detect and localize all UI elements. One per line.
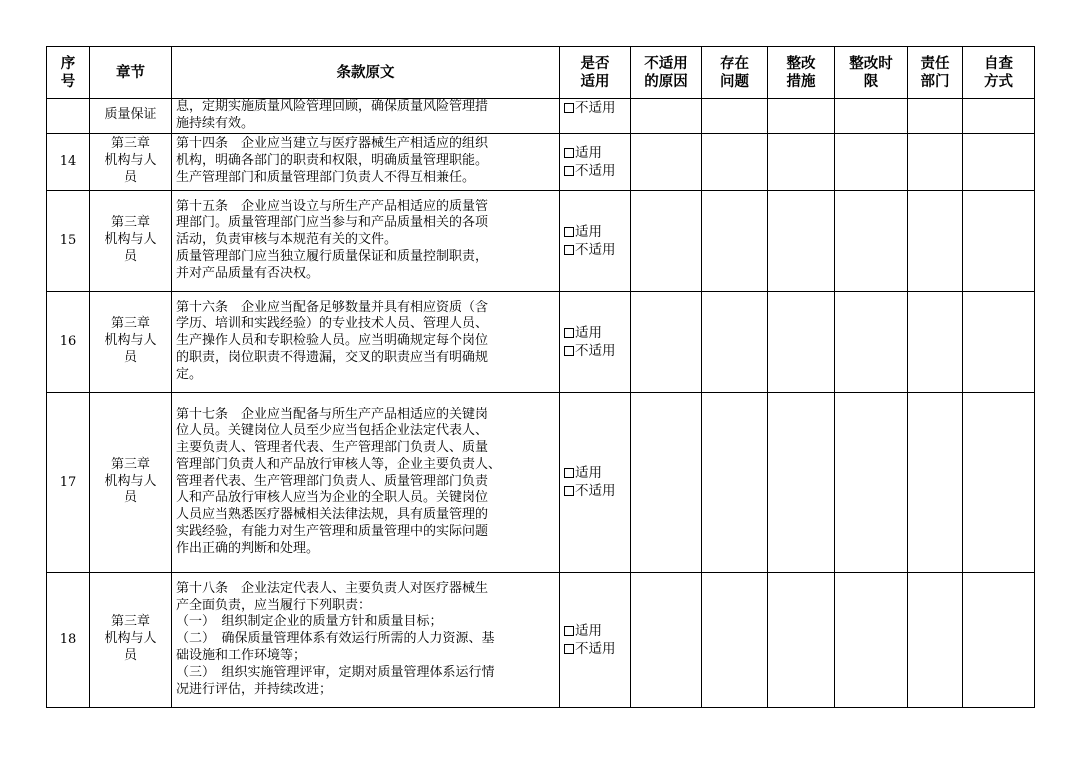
clause-line: 实践经验，有能力对生产管理和质量管理中的实际问题 [176,524,489,540]
row-dept[interactable] [908,291,963,392]
chapter-line: 质量保证 [104,107,157,123]
row-clause-text [172,572,560,707]
table-row [47,572,1035,707]
table-row [47,99,1035,134]
row-issues[interactable] [702,392,768,572]
clause-line: 管理部门负责人和产品放行审核人等，企业主要负责人、 [176,456,502,472]
header-measures: 整改 措施 [768,47,835,99]
row-seq: 18 [47,572,90,707]
clause-line: 第十八条 企业法定代表人、主要负责人对医疗器械生 [176,580,489,596]
option-label: 不适用 [575,640,616,657]
chapter-line: 员 [123,490,137,506]
header-method: 自查 方式 [963,47,1035,99]
checkbox-icon[interactable] [564,346,574,356]
chapter-line: 第三章 [110,136,150,152]
row-seq: 16 [47,291,90,392]
row-applicable [560,133,631,190]
header-row [47,47,1035,99]
clause-line: 生产操作人员和专职检验人员。应当明确规定每个岗位 [176,333,489,349]
clause-line: 人员应当熟悉医疗器械相关法律法规，具有质量管理的 [176,507,489,523]
table-header [47,47,1035,99]
table-row [47,392,1035,572]
row-na-reason[interactable] [631,291,702,392]
clause-line: （二） 确保质量管理体系有效运行所需的人力资源、基 [176,631,495,647]
option-applicable[interactable] [564,144,626,162]
header-chapter: 章节 [90,47,172,99]
clause-line: 第十五条 企业应当设立与所生产产品相适应的质量管 [176,198,489,214]
clause-line: 第十六条 企业应当配备足够数量并具有相应资质（含 [176,299,489,315]
row-applicable [560,190,631,291]
clause-line: （一） 组织制定企业的质量方针和质量目标； [176,614,443,630]
clause-line: 位人员。关键岗位人员至少应当包括企业法定代表人、 [176,423,489,439]
clause-line: 施持续有效。 [176,115,255,131]
option-label: 适用 [575,223,602,240]
chapter-line: 第三章 [110,614,150,630]
option-label: 适用 [575,465,602,482]
chapter-line: 机构与人 [104,333,157,349]
row-seq: 17 [47,392,90,572]
checkbox-icon[interactable] [564,166,574,176]
row-clause-text [172,291,560,392]
row-issues[interactable] [702,190,768,291]
option-label: 不适用 [575,162,616,179]
row-dept[interactable] [908,572,963,707]
checkbox-icon[interactable] [564,644,574,654]
row-na-reason[interactable] [631,133,702,190]
row-method[interactable] [963,133,1035,190]
row-deadline[interactable] [835,190,908,291]
row-chapter [90,392,172,572]
row-method[interactable] [963,392,1035,572]
option-label: 不适用 [575,483,616,500]
option-not-applicable[interactable] [564,482,626,500]
chapter-line: 员 [123,169,137,185]
row-issues[interactable] [702,291,768,392]
row-measures[interactable] [768,392,835,572]
clause-line: 的职责，岗位职责不得遗漏，交叉的职责应当有明确规 [176,349,489,365]
clause-line: 况进行评估，并持续改进； [176,681,333,697]
option-not-applicable[interactable] [564,241,626,259]
header-deadline: 整改时 限 [835,47,908,99]
row-na-reason[interactable] [631,572,702,707]
option-label: 不适用 [575,100,616,116]
row-issues[interactable] [702,572,768,707]
row-deadline[interactable] [835,572,908,707]
header-seq: 序 号 [47,47,90,99]
row-method[interactable] [963,99,1035,134]
clause-line: 活动，负责审核与本规范有关的文件。 [176,232,398,248]
chapter-line: 员 [123,647,137,663]
clause-line: 并对产品质量有否决权。 [176,265,320,281]
chapter-line: 第三章 [110,456,150,472]
header-applicable: 是否 适用 [560,47,631,99]
clause-line: 理部门。质量管理部门应当参与和产品质量相关的各项 [176,215,489,231]
row-issues[interactable] [702,133,768,190]
clause-line: 础设施和工作环境等； [176,647,307,663]
option-label: 适用 [575,622,602,639]
checkbox-icon[interactable] [564,626,574,636]
row-na-reason[interactable] [631,392,702,572]
row-issues[interactable] [702,99,768,134]
clause-line: 产全面负责，应当履行下列职责： [176,597,372,613]
chapter-line: 第三章 [110,215,150,231]
row-measures[interactable] [768,291,835,392]
checkbox-icon[interactable] [564,227,574,237]
row-clause-text [172,133,560,190]
header-dept: 责任 部门 [908,47,963,99]
option-label: 不适用 [575,342,616,359]
row-chapter [90,99,172,134]
checkbox-icon[interactable] [564,486,574,496]
chapter-line: 机构与人 [104,232,157,248]
row-applicable [560,392,631,572]
row-applicable [560,99,631,134]
checkbox-icon[interactable] [564,245,574,255]
chapter-line: 员 [123,248,137,264]
row-dept[interactable] [908,99,963,134]
header-na-reason: 不适用 的原因 [631,47,702,99]
row-applicable [560,572,631,707]
row-chapter [90,572,172,707]
checkbox-icon[interactable] [564,103,574,113]
row-method[interactable] [963,291,1035,392]
option-label: 适用 [575,144,602,161]
clause-line: 机构，明确各部门的职责和权限，明确质量管理职能。 [176,153,489,169]
option-applicable[interactable] [564,223,626,241]
option-applicable[interactable] [564,622,626,640]
option-applicable[interactable] [564,464,626,482]
row-clause-text [172,190,560,291]
clause-line: 主要负责人、管理者代表、生产管理部门负责人、质量 [176,440,489,456]
row-dept[interactable] [908,392,963,572]
header-clause: 条款原文 [172,47,560,99]
row-method[interactable] [963,572,1035,707]
chapter-line: 员 [123,349,137,365]
checkbox-icon[interactable] [564,328,574,338]
row-clause-text [172,392,560,572]
row-seq: 15 [47,190,90,291]
row-clause-text [172,99,560,134]
row-deadline[interactable] [835,392,908,572]
checkbox-icon[interactable] [564,468,574,478]
row-na-reason[interactable] [631,99,702,134]
header-issues: 存在 问题 [702,47,768,99]
self-inspection-table [46,46,1035,708]
row-dept[interactable] [908,190,963,291]
row-chapter [90,190,172,291]
table-body [47,99,1035,708]
row-measures[interactable] [768,133,835,190]
row-na-reason[interactable] [631,190,702,291]
option-not-applicable[interactable] [564,99,626,117]
clause-line: 生产管理部门和质量管理部门负责人不得互相兼任。 [176,169,476,185]
table-row [47,190,1035,291]
clause-line: 第十四条 企业应当建立与医疗器械生产相适应的组织 [176,136,489,152]
checkbox-icon[interactable] [564,148,574,158]
row-chapter [90,133,172,190]
row-seq [47,99,90,134]
clause-line: 作出正确的判断和处理。 [176,540,320,556]
table-row [47,291,1035,392]
option-applicable[interactable] [564,324,626,342]
clause-line: 定。 [176,366,203,382]
option-label: 适用 [575,324,602,341]
row-measures[interactable] [768,190,835,291]
clause-line: 人和产品放行审核人应当为企业的全职人员。关键岗位 [176,490,489,506]
chapter-line: 机构与人 [104,153,157,169]
clause-line: 学历、培训和实践经验）的专业技术人员、管理人员、 [176,316,489,332]
row-measures[interactable] [768,572,835,707]
row-deadline[interactable] [835,99,908,134]
clause-line: 息，定期实施质量风险管理回顾，确保质量风险管理措 [176,99,489,114]
row-measures[interactable] [768,99,835,134]
row-dept[interactable] [908,133,963,190]
row-deadline[interactable] [835,133,908,190]
chapter-line: 第三章 [110,316,150,332]
option-not-applicable[interactable] [564,342,626,360]
option-not-applicable[interactable] [564,162,626,180]
clause-line: 管理者代表、生产管理部门负责人、质量管理部门负责 [176,473,489,489]
row-applicable [560,291,631,392]
chapter-line: 机构与人 [104,631,157,647]
clause-line: 第十七条 企业应当配备与所生产产品相适应的关键岗 [176,406,489,422]
option-label: 不适用 [575,241,616,258]
table-row [47,133,1035,190]
row-seq: 14 [47,133,90,190]
row-method[interactable] [963,190,1035,291]
option-not-applicable[interactable] [564,640,626,658]
chapter-line: 机构与人 [104,473,157,489]
clause-line: （三） 组织实施管理评审，定期对质量管理体系运行情 [176,664,495,680]
row-deadline[interactable] [835,291,908,392]
row-chapter [90,291,172,392]
clause-line: 质量管理部门应当独立履行质量保证和质量控制职责， [176,248,489,264]
